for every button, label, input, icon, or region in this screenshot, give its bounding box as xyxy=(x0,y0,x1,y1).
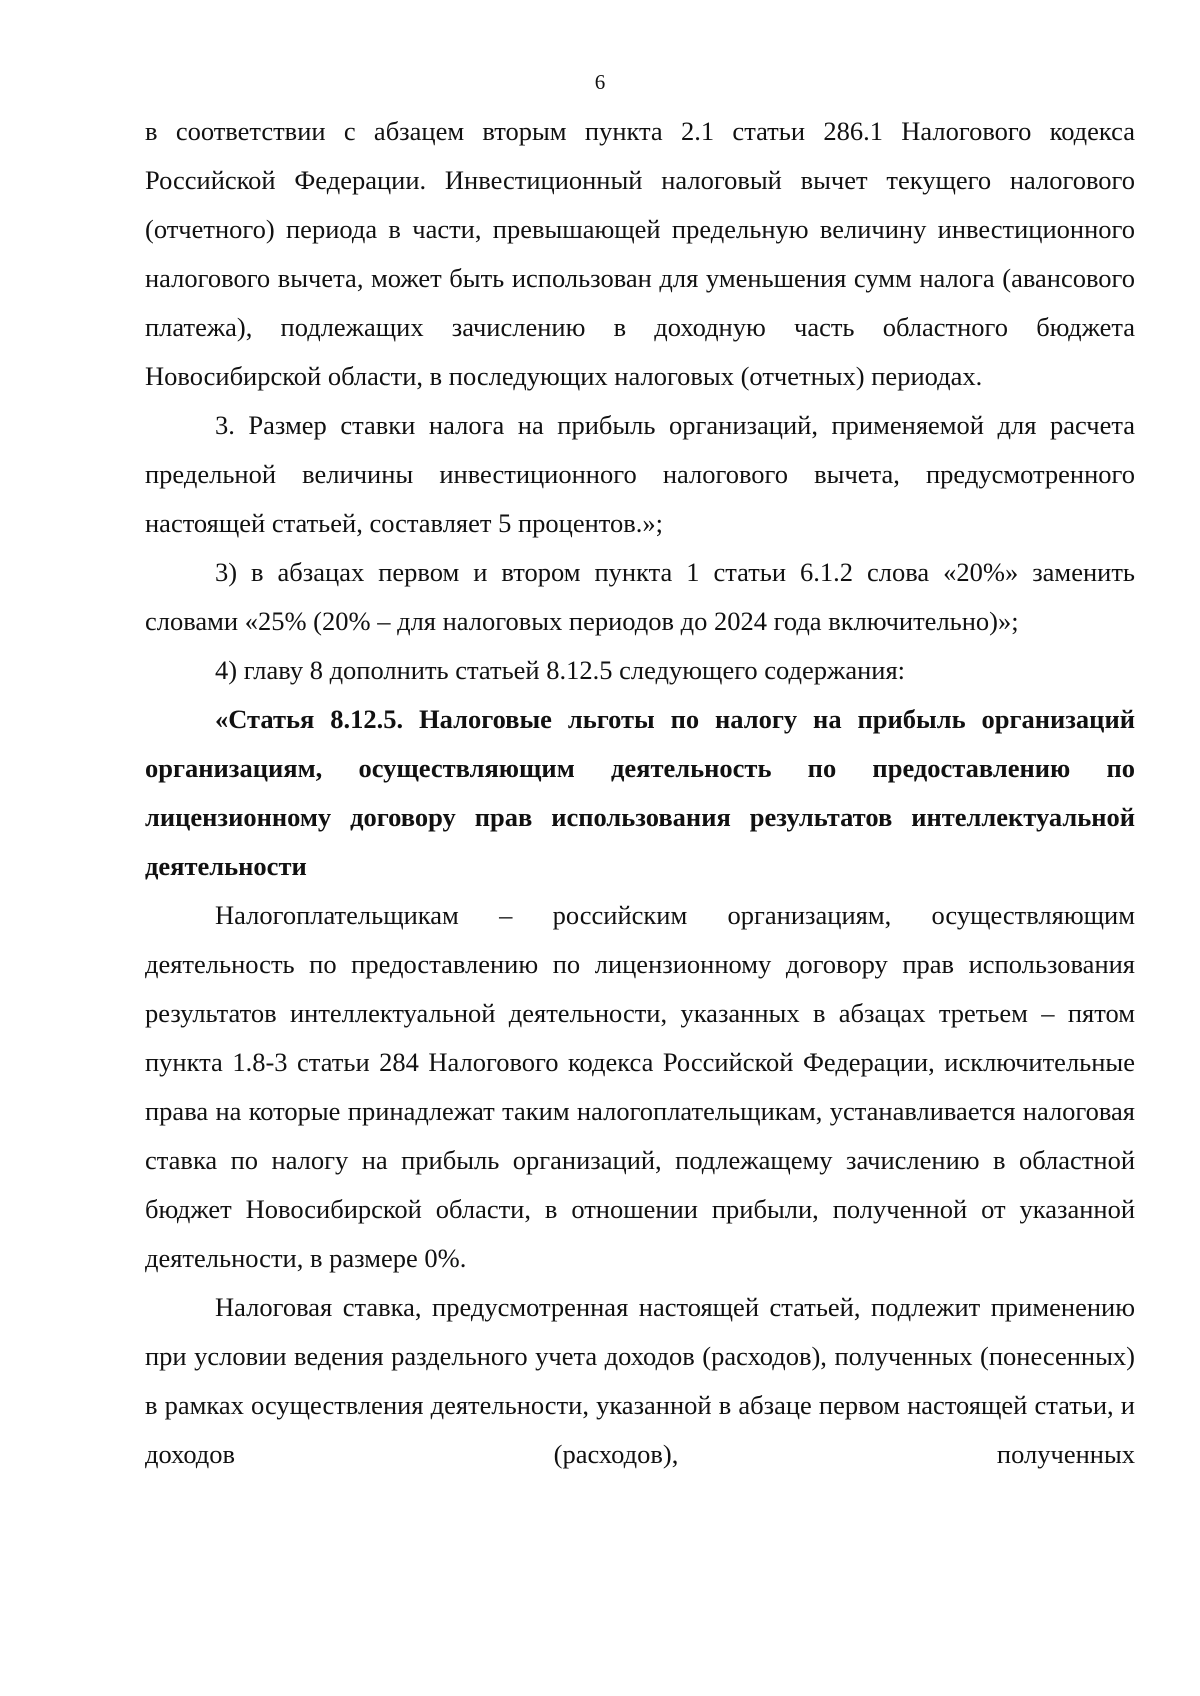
article-heading: «Статья 8.12.5. Налоговые льготы по налогу на прибыль организаций организациям, осуществляющим деятельность по предоставлению по лицензионному договору прав использования результатов интеллектуальной деятельности xyxy=(145,704,1135,881)
paragraph-item-3-rate: 3. Размер ставки налога на прибыль организаций, применяемой для расчета предельной величины инвестиционного налогового вычета, предусмотренного настоящей статьей, составляет 5 процентов.»; xyxy=(145,410,1135,538)
paragraph-article-body-2: Налоговая ставка, предусмотренная настоящей статьей, подлежит применению при условии ведения раздельного учета доходов (расходов), полученных (понесенных) в рамках осуществления деятельности, указанной в абзаце первом настоящей статьи, и доходов (расходов), полученных xyxy=(145,1292,1135,1469)
paragraph-amendment-4: 4) главу 8 дополнить статьей 8.12.5 следующего содержания: xyxy=(215,655,906,685)
paragraph-amendment-3: 3) в абзацах первом и втором пункта 1 статьи 6.1.2 слова «20%» заменить словами «25% (20% – для налоговых периодов до 2024 года включительно)»; xyxy=(145,557,1135,636)
paragraph-continuation: в соответствии с абзацем вторым пункта 2.1 статьи 286.1 Налогового кодекса Российской Федерации. Инвестиционный налоговый вычет текущего налогового (отчетного) периода в части, превышающей предельную величину инвестиционного налогового вычета, может быть использован для уменьшения сумм налога (авансового платежа), подлежащих зачислению в доходную часть областного бюджета Новосибирской области, в последующих налоговых (отчетных) периодах. xyxy=(145,116,1135,391)
paragraph-article-body-1: Налогоплательщикам – российским организациям, осуществляющим деятельность по предоставлению по лицензионному договору прав использования результатов интеллектуальной деятельности, указанных в абзацах третьем – пятом пункта 1.8-3 статьи 284 Налогового кодекса Российской Федерации, исключительные права на которые принадлежат таким налогоплательщикам, устанавливается налоговая ставка по налогу на прибыль организаций, подлежащему зачислению в областной бюджет Новосибирской области, в отношении прибыли, полученной от указанной деятельности, в размере 0%. xyxy=(145,900,1135,1273)
page-number: 6 xyxy=(594,70,606,94)
document-body xyxy=(145,107,1135,1479)
